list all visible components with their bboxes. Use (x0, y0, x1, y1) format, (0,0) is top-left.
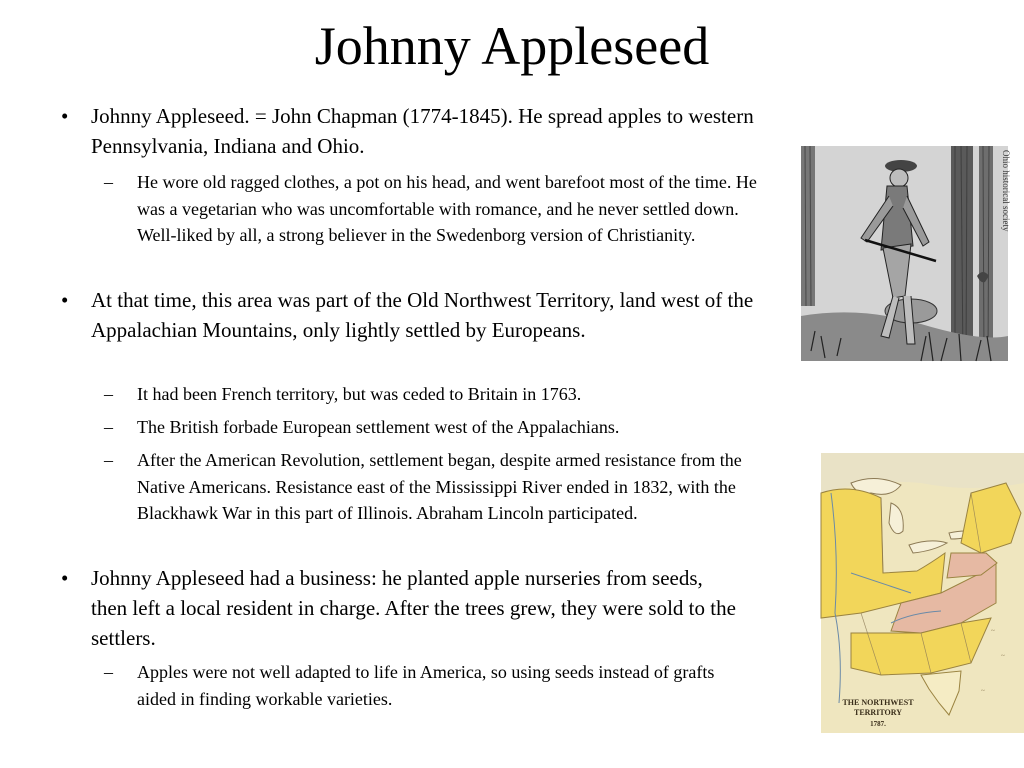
svg-text:~: ~ (981, 687, 985, 695)
slide-title: Johnny Appleseed (314, 16, 710, 76)
svg-text:~: ~ (1001, 652, 1005, 660)
sub-bullet-text: He wore old ragged clothes, a pot on his head, and went barefoot most of the time. He was a vegetarian who was uncomfortable with romance, and he never settled down. Well-liked by all, a strong believer in the Swedenborg version of Christianity. (137, 172, 757, 245)
bullet-text: Johnny Appleseed. = John Chapman (1774-1845). He spread apples to western Pennsylvania, Indiana and Ohio. (91, 104, 754, 158)
sub-bullet-item (104, 169, 762, 249)
bullet-item (61, 285, 771, 345)
sub-bullet-marker: – (104, 417, 113, 437)
engraving-credit: Ohio historical society (1001, 150, 1011, 232)
sub-bullet-marker: – (104, 662, 113, 682)
sub-bullet-marker: – (104, 450, 113, 470)
bullet-item (61, 563, 741, 653)
bullet-marker: • (61, 566, 69, 590)
sub-bullet-marker: – (104, 384, 113, 404)
bullet-text: At that time, this area was part of the Old Northwest Territory, land west of the Appalachian Mountains, only lightly settled by Europeans. (91, 288, 754, 342)
sub-bullet-text: After the American Revolution, settlement began, despite armed resistance from the Native Americans. Resistance east of the Mississippi River ended in 1832, with the Blackhawk War in this part of Illinois. Abraham Lincoln participated. (137, 450, 742, 523)
sub-bullet-item (104, 381, 787, 408)
sub-bullet-marker: – (104, 172, 113, 192)
bullet-text: Johnny Appleseed had a business: he planted apple nurseries from seeds, then left a local resident in charge. After the trees grew, they were sold to the settlers. (91, 566, 736, 650)
map-caption-line2: TERRITORY (853, 708, 903, 717)
sub-bullet-text: It had been French territory, but was ceded to Britain in 1763. (137, 384, 582, 404)
northwest-territory-map (821, 453, 1024, 733)
bullet-item (61, 101, 771, 161)
bullet-marker: • (61, 104, 69, 128)
sub-bullet-item (104, 447, 747, 527)
sub-bullet-item (104, 659, 737, 712)
sub-bullet-text: Apples were not well adapted to life in America, so using seeds instead of grafts aided in finding workable varieties. (137, 662, 715, 709)
sub-bullet-text: The British forbade European settlement west of the Appalachians. (137, 417, 620, 437)
bullet-marker: • (61, 288, 69, 312)
map-caption-line1: THE NORTHWEST (842, 698, 914, 707)
map-caption-line3: 1787. (870, 720, 886, 728)
svg-text:~: ~ (991, 627, 995, 635)
johnny-appleseed-engraving (801, 146, 1011, 361)
sub-bullet-item (104, 414, 787, 441)
